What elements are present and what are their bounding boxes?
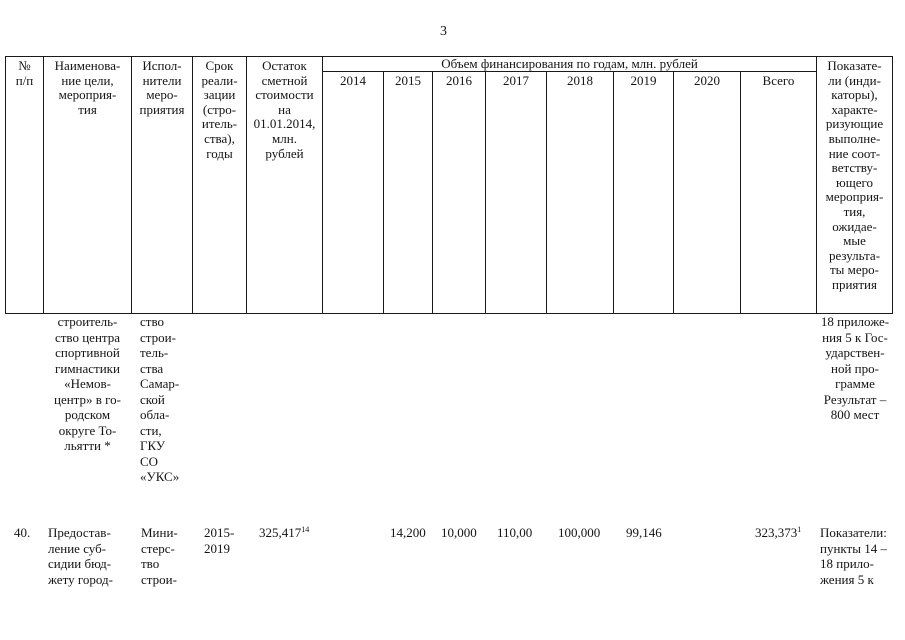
row2-no: 40. [14,525,31,540]
header-year-2016: 2016 [446,73,472,88]
row2-total [755,525,801,540]
row2-2016: 10,000 [441,525,477,540]
header-executors: Испол- нители меро- приятия [139,58,185,117]
header-name: Наименова- ние цели, мероприя- тия [54,58,121,117]
row1-indicators: 18 приложе- ния 5 к Гос- ударствен- ной про- грамме Результат – 800 мест [820,314,890,422]
header-no: № п/п [15,58,34,88]
header-balance: Остаток сметной стоимости на 01.01.2014, млн. рублей [253,58,316,161]
row2-2019: 99,146 [626,525,662,540]
row2-indicators: Показатели: пункты 14 – 18 прило- жения 5 к [820,525,887,587]
row2-balance [259,525,309,540]
header-funding-group: Объем финансирования по годам, млн. рублей [441,56,698,71]
header-indicators: Показате- ли (инди- каторы), характе- ризующие выполне- ние соот- ветству- ющего мероприя- тия, ожидае- мые результа- ты меро- приятия [825,58,884,292]
row2-2018: 100,000 [558,525,601,540]
header-year-2020: 2020 [694,73,720,88]
row1-name: строитель- ство центра спортивной гимнастики «Немов- центр» в го- родском округе То- льятти * [54,314,121,453]
row2-executors: Мини- стерс- тво строи- [141,525,178,587]
row2-term: 2015- 2019 [204,525,235,556]
header-year-2019: 2019 [630,73,657,88]
header-total: Всего [762,73,795,88]
row2-balance-footnote: 14 [301,525,310,534]
header-year-2015: 2015 [395,73,421,88]
header-year-2017: 2017 [503,73,529,88]
row2-balance-value: 325,417 [259,525,302,540]
row1-executors: ство строи- тель- ства Самар- ской обла- сти, ГКУ СО «УКС» [140,314,180,484]
row2-name: Предостав- ление суб- сидии бюд- жету город- [48,525,113,587]
page-number: 3 [440,24,447,39]
row2-total-footnote: 1 [797,525,802,534]
row2-total-value: 323,373 [755,525,798,540]
row2-2015: 14,200 [390,525,426,540]
header-year-2018: 2018 [567,73,593,88]
header-year-2014: 2014 [340,73,366,88]
header-term: Срок реали- зации (стро- итель- ства), годы [201,58,238,161]
row2-2017: 110,00 [497,525,533,540]
